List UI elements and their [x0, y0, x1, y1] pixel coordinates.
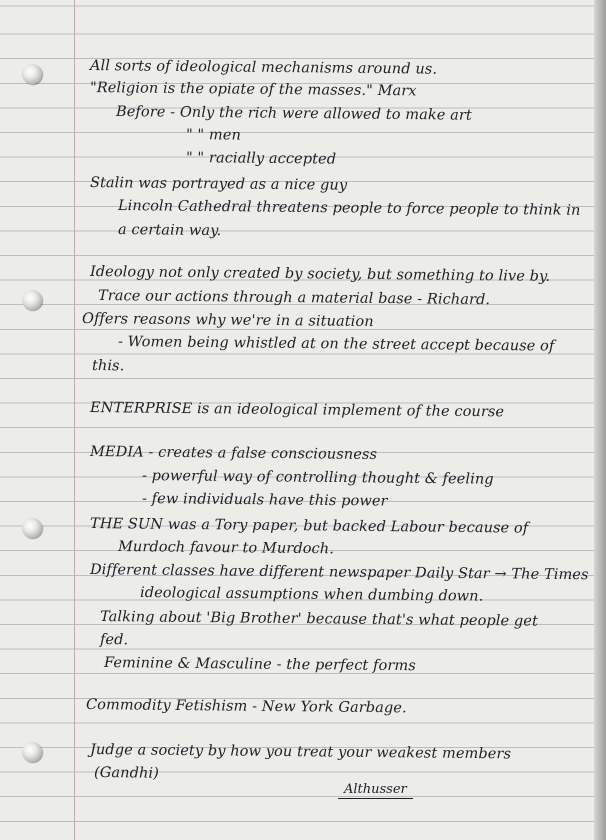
- note-line: ENTERPRISE is an ideological implement of the course: [89, 400, 505, 421]
- note-line: - Women being whistled at on the street accept because of: [117, 334, 555, 355]
- note-line: Commodity Fetishism - New York Garbage.: [85, 697, 407, 717]
- page-edge-shadow: [594, 0, 606, 840]
- punch-hole: [22, 290, 42, 310]
- note-line: this.: [91, 358, 125, 375]
- note-line: THE SUN was a Tory paper, but backed Labour because of: [89, 516, 529, 537]
- note-line: " " men: [185, 127, 242, 144]
- note-line: Talking about 'Big Brother' because that's what people get: [99, 609, 539, 630]
- note-line: All sorts of ideological mechanisms around us.: [89, 58, 438, 78]
- note-line: Different classes have different newspaper Daily Star → The Times: [89, 562, 589, 584]
- note-line: Judge a society by how you treat your weakest members: [89, 742, 512, 763]
- note-line: - few individuals have this power: [141, 491, 388, 510]
- note-line: Trace our actions through a material base - Richard.: [97, 288, 491, 309]
- note-line: Stalin was portrayed as a nice guy: [89, 175, 348, 194]
- note-line: ideological assumptions when dumbing down.: [139, 585, 484, 605]
- note-line: fed.: [99, 632, 129, 649]
- note-line: Ideology not only created by society, but something to live by.: [89, 264, 551, 285]
- punch-hole: [22, 518, 42, 538]
- note-line: Murdoch favour to Murdoch.: [117, 539, 335, 558]
- punch-hole: [22, 742, 42, 762]
- margin-line: [74, 0, 75, 840]
- signature: Althusser: [338, 782, 413, 799]
- note-line: (Gandhi): [93, 765, 160, 782]
- note-line: Lincoln Cathedral threatens people to force people to think in: [117, 198, 581, 219]
- note-line: Feminine & Masculine - the perfect forms: [103, 655, 416, 675]
- punch-hole: [22, 64, 42, 84]
- note-line: Before - Only the rich were allowed to make art: [115, 104, 472, 124]
- note-line: MEDIA - creates a false consciousness: [89, 444, 378, 464]
- note-line: - powerful way of controlling thought & feeling: [141, 468, 494, 488]
- note-line: Offers reasons why we're in a situation: [81, 311, 374, 331]
- note-line: "Religion is the opiate of the masses." Marx: [89, 80, 417, 100]
- note-line: " " racially accepted: [185, 150, 337, 168]
- note-line: a certain way.: [117, 222, 222, 240]
